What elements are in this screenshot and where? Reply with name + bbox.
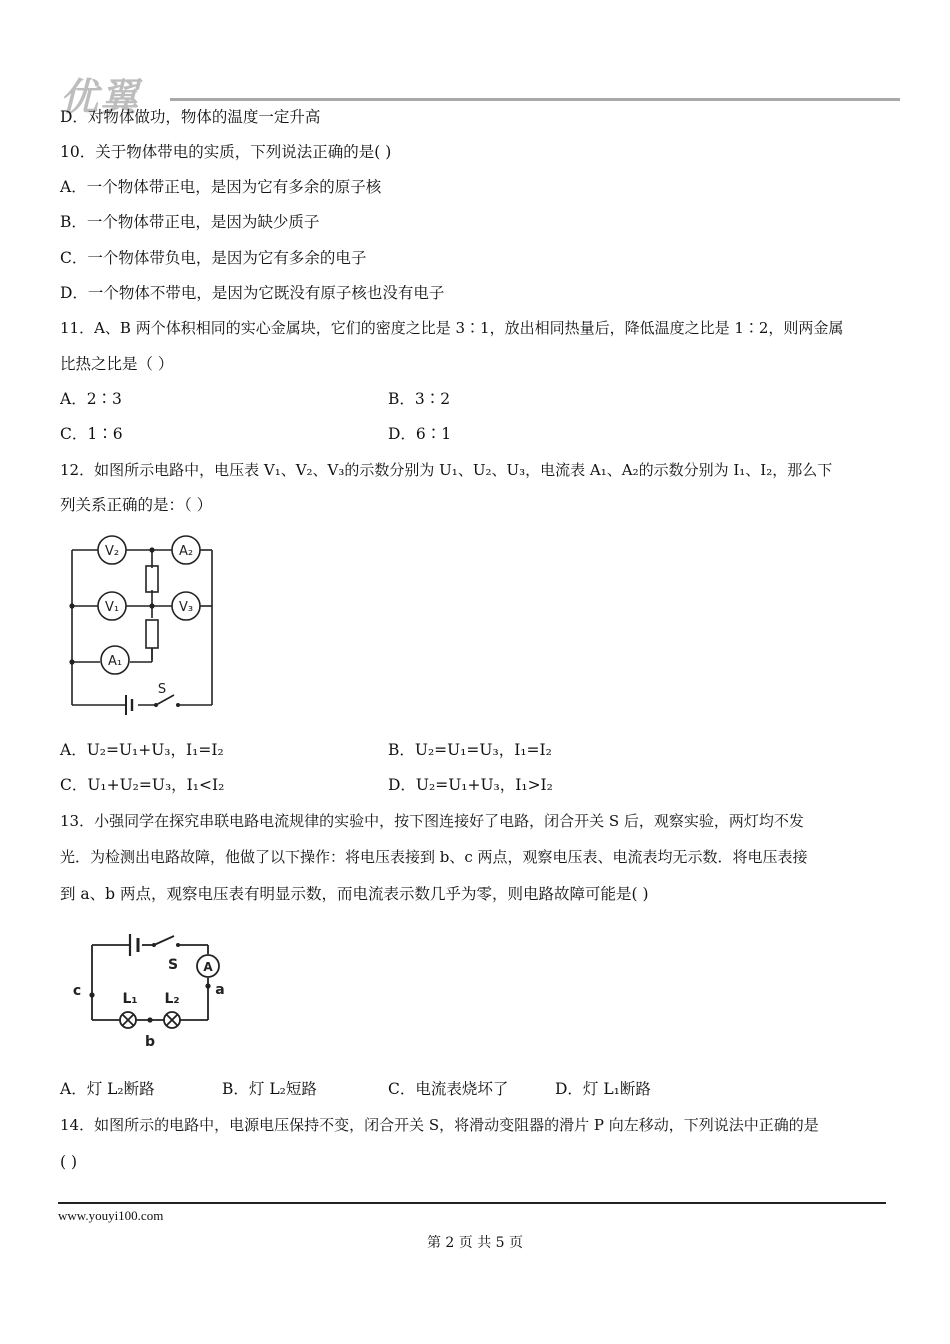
q13-stem-line3: 到 a、b 两点，观察电压表有明显示数，而电流表示数几乎为零，则电路故障可能是( ) <box>60 885 649 903</box>
page-number: 第 2 页 共 5 页 <box>426 1235 524 1251</box>
q12-option-b: B．U₂=U₁=U₃，I₁=I₂ <box>388 741 552 759</box>
meter-label-v2: V₂ <box>104 544 120 559</box>
meter-label-v1: V₁ <box>104 600 120 615</box>
q12-option-a: A．U₂=U₁+U₃，I₁=I₂ <box>60 741 224 759</box>
q13-option-d: D．灯 L₁断路 <box>555 1080 651 1098</box>
q9-option-d: D．对物体做功，物体的温度一定升高 <box>60 108 321 126</box>
q11-option-b: B．3∶2 <box>388 390 451 408</box>
q13-option-c: C．电流表烧坏了 <box>388 1080 509 1098</box>
q10-option-c: C．一个物体带负电，是因为它有多余的电子 <box>60 249 367 267</box>
point-label-a: a <box>215 982 225 998</box>
logo: 优翼 <box>60 75 141 119</box>
q14-stem-line1: 14．如图所示的电路中，电源电压保持不变，闭合开关 S，将滑动变阻器的滑片 P 向左移动，下列说法中正确的是 <box>60 1116 819 1134</box>
q13-stem-line1: 13．小强同学在探究串联电路电流规律的实验中，按下图连接好了电路，闭合开关 S 后，观察实验，两灯均不发 <box>60 812 804 830</box>
footer-rule <box>58 1202 886 1204</box>
q12-stem-line2: 列关系正确的是：（ ） <box>60 496 213 514</box>
q10-option-b: B．一个物体带正电，是因为缺少质子 <box>60 213 320 231</box>
meter-label-a1: A₁ <box>107 654 123 669</box>
q11-stem-line2: 比热之比是（ ） <box>60 355 174 373</box>
point-label-b: b <box>144 1034 156 1050</box>
q12-option-c: C．U₁+U₂=U₃，I₁<I₂ <box>60 776 225 794</box>
switch-label-s: S <box>157 682 167 697</box>
ammeter-label: A <box>203 960 213 974</box>
q10-stem: 10．关于物体带电的实质，下列说法正确的是( ) <box>60 143 392 161</box>
lamp-label-l2: L₂ <box>164 991 180 1007</box>
q13-stem-line2: 光．为检测出电路故障，他做了以下操作：将电压表接到 b、c 两点，观察电压表、电流表均无示数．将电压表接 <box>60 848 808 866</box>
q10-option-a: A．一个物体带正电，是因为它有多余的原子核 <box>60 178 382 196</box>
footer-url: www.youyi100.com <box>58 1208 164 1223</box>
lamp-label-l1: L₁ <box>122 991 138 1007</box>
point-label-c: c <box>72 983 82 999</box>
q13-option-b: B．灯 L₂短路 <box>222 1080 317 1098</box>
q13-circuit-diagram <box>60 918 240 1058</box>
meter-label-v3: V₃ <box>178 600 194 615</box>
q10-option-d: D．一个物体不带电，是因为它既没有原子核也没有电子 <box>60 284 445 302</box>
q12-circuit-diagram <box>60 530 230 720</box>
q14-stem-line2: ( ) <box>60 1153 78 1171</box>
header-rule <box>170 98 900 101</box>
meter-label-a2: A₂ <box>178 544 194 559</box>
q11-option-d: D．6∶1 <box>388 425 452 443</box>
switch-label: S <box>167 957 179 973</box>
q13-option-a: A．灯 L₂断路 <box>60 1080 155 1098</box>
q11-option-c: C．1∶6 <box>60 425 123 443</box>
q12-option-d: D．U₂=U₁+U₃，I₁>I₂ <box>388 776 553 794</box>
q12-stem-line1: 12．如图所示电路中，电压表 V₁、V₂、V₃的示数分别为 U₁、U₂、U₃，电流表 A₁、A₂的示数分别为 I₁、I₂，那么下 <box>60 461 833 479</box>
q11-option-a: A．2∶3 <box>60 390 122 408</box>
q11-stem-line1: 11．A、B 两个体积相同的实心金属块，它们的密度之比是 3∶1，放出相同热量后，降低温度之比是 1∶2，则两金属 <box>60 319 844 337</box>
